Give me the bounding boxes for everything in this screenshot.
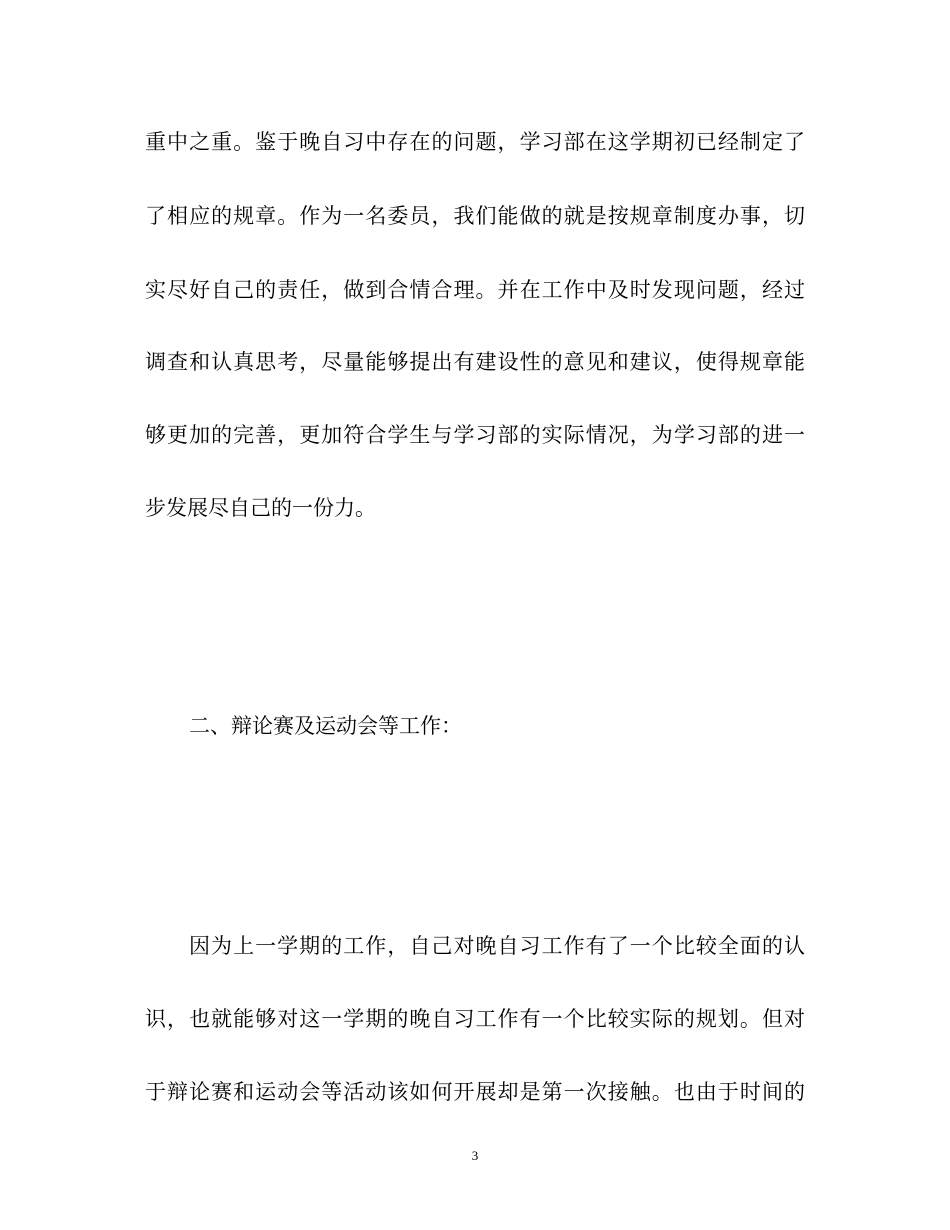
paragraph-1-line-6: 步发展尽自己的一份力。: [145, 496, 376, 520]
paragraph-2-line-1: 因为上一学期的工作，自己对晚自习工作有了一个比较全面的认: [189, 934, 805, 958]
page-number: 3: [471, 1148, 479, 1163]
paragraph-2-line-2: 识，也就能够对这一学期的晚自习工作有一个比较实际的规划。但对: [145, 1007, 805, 1031]
paragraph-2-line-3: 于辩论赛和运动会等活动该如何开展却是第一次接触。也由于时间的: [145, 1080, 805, 1104]
paragraph-1-line-1: 重中之重。鉴于晚自习中存在的问题，学习部在这学期初已经制定了: [145, 130, 805, 154]
section-heading: 二、辩论赛及运动会等工作：: [189, 714, 462, 738]
paragraph-1-line-2: 了相应的规章。作为一名委员，我们能做的就是按规章制度办事，切: [145, 204, 805, 228]
paragraph-1-line-4: 调查和认真思考，尽量能够提出有建设性的意见和建议，使得规章能: [145, 350, 805, 374]
paragraph-1-line-3: 实尽好自己的责任，做到合情合理。并在工作中及时发现问题，经过: [145, 278, 805, 302]
paragraph-1-line-5: 够更加的完善，更加符合学生与学习部的实际情况，为学习部的进一: [145, 423, 805, 447]
